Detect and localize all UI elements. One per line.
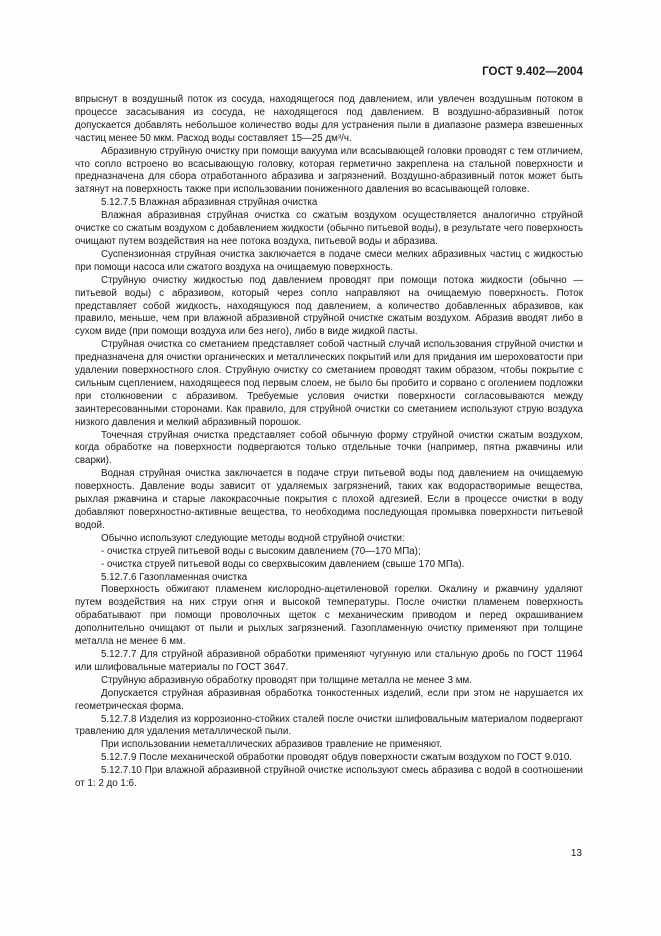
paragraph: При использовании неметаллических абразивов травление не применяют. bbox=[101, 739, 442, 751]
paragraph: Допускается струйная абразивная обработка тонкостенных изделий, если при этом не нарушается их геометрическая форма. bbox=[75, 687, 583, 712]
paragraph: Струйная очистка со сметанием представляет собой частный случай использования струйной очистки и предназначена для очистки органических и металлических покрытий или для придания им шероховатости при удалении поверхностного слоя. Струйную очистку со сметанием проводят таким образом, чтобы покрытие с сильным сцеплением, находящееся под первым слоем, не было бы пробито и сорвано с оголением подложки при столкновении с абразивом. Требуемые условия очистки поверхности согласовываются между заинтересованными сторонами. Как правило, для струйной очистки со сметанием используют струю воздуха низкого давления и мелкий абразивный порошок. bbox=[75, 339, 583, 428]
paragraph: Влажная абразивная струйная очистка со сжатым воздухом осуществляется аналогично струйной очистке со сжатым воздухом с добавлением жидкости (обычно питьевой воды), в результате чего поверхность очищают путем воздействия на нее потока воздуха, питьевой воды и абразива. bbox=[75, 210, 583, 247]
paragraph: впрыснут в воздушный поток из сосуда, находящегося под давлением, или увлечен воздушным потоком в процессе засасывания из сосуда, не находящегося под давлением. В воздушно-абразивный поток допускается добавлять небольшое количество воды для устранения пыли в диапазоне размера взвешенных частиц менее 50 мкм. Расход воды составляет 15—25 дм³/ч. bbox=[75, 94, 583, 144]
page-number: 13 bbox=[570, 848, 582, 859]
paragraph: 5.12.7.8 Изделия из коррозионно-стойких сталей после очистки шлифовальным материалом подвергают травлению для удаления металлической пыли. bbox=[75, 713, 583, 738]
section-heading: 5.12.7.6 Газопламенная очистка bbox=[101, 571, 248, 583]
paragraph: Струйную очистку жидкостью под давлением проводят при помощи потока жидкости (обычно — питьевой воды) с абразивом, который через сопло направляют на очищаемую поверхность. Поток представляет собой жидкость, находящуюся под давлением, а количество добавленных абразивов, как правило, меньше, чем при влажной абразивной струйной очистке сжатым воздухом. Абразив вводят либо в сухом виде (при помощи воздуха или без него), либо в виде жидкой пасты. bbox=[75, 274, 583, 338]
paragraph: Суспензионная струйная очистка заключается в подаче смеси мелких абразивных частиц с жидкостью при помощи насоса или сжатого воздуха на очищаемую поверхность. bbox=[75, 248, 583, 273]
list-item: - очистка струей питьевой воды со сверхвысоким давлением (свыше 170 МПа). bbox=[101, 558, 465, 570]
paragraph: Струйную абразивную обработку проводят при толщине металла не менее 3 мм. bbox=[101, 674, 472, 686]
paragraph: Точечная струйная очистка представляет собой обычную форму струйной очистки сжатым воздухом, когда обработке на поверхности подвергаются только отдельные точки (например, пятна ржавчины или сварки). bbox=[75, 429, 583, 467]
paragraph: Обычно используют следующие методы водной струйной очистки: bbox=[101, 532, 405, 544]
paragraph: Водная струйная очистка заключается в подаче струи питьевой воды под давлением на очищаемую поверхность. Давление воды зависит от удаляемых загрязнений, таких как водорастворимые вещества, рыхлая ржавчина и старые лакокрасочные покрытия с плохой адгезией. Если в процессе очистки в воду добавляют поверхностно-активные вещества, то необходима последующая промывка поверхности питьевой водой. bbox=[75, 468, 583, 531]
paragraph: Абразивную струйную очистку при помощи вакуума или всасывающей головки проводят с тем отличием, что сопло встроено во всасывающую головку, которая герметично закреплена на стальной поверхности и предназначена для сбора отработанного абразива и загрязнений. Воздушно-абразивный поток может быть затянут на поверхность также при использовании пониженного давления во всасывающей головке. bbox=[75, 145, 583, 196]
document-body bbox=[75, 94, 583, 791]
paragraph: Поверхность обжигают пламенем кислородно-ацетиленовой горелки. Окалину и ржавчину удаляют путем воздействия на них струи огня и высокой температуры. После очистки пламенем поверхность обрабатывают при помощи проволочных щеток с механическим приводом и перед окрашиванием дополнительно очищают от пыли и рыхлых загрязнений. Газопламенную очистку применяют при толщине металла не менее 6 мм. bbox=[75, 584, 583, 648]
paragraph: 5.12.7.7 Для струйной абразивной обработки применяют чугунную или стальную дробь по ГОСТ 11964 или шлифовальные материалы по ГОСТ 3647. bbox=[75, 648, 583, 673]
paragraph: 5.12.7.10 При влажной абразивной струйной очистке используют смесь абразива с водой в соотношении от 1: 2 до 1:6. bbox=[75, 765, 583, 790]
document-code: ГОСТ 9.402—2004 bbox=[482, 66, 583, 78]
paragraph: 5.12.7.9 После механической обработки проводят обдув поверхности сжатым воздухом по ГОСТ 9.010. bbox=[101, 752, 572, 764]
section-heading: 5.12.7.5 Влажная абразивная струйная очистка bbox=[101, 197, 318, 209]
list-item: - очистка струей питьевой воды с высоким давлением (70—170 МПа); bbox=[101, 545, 421, 557]
